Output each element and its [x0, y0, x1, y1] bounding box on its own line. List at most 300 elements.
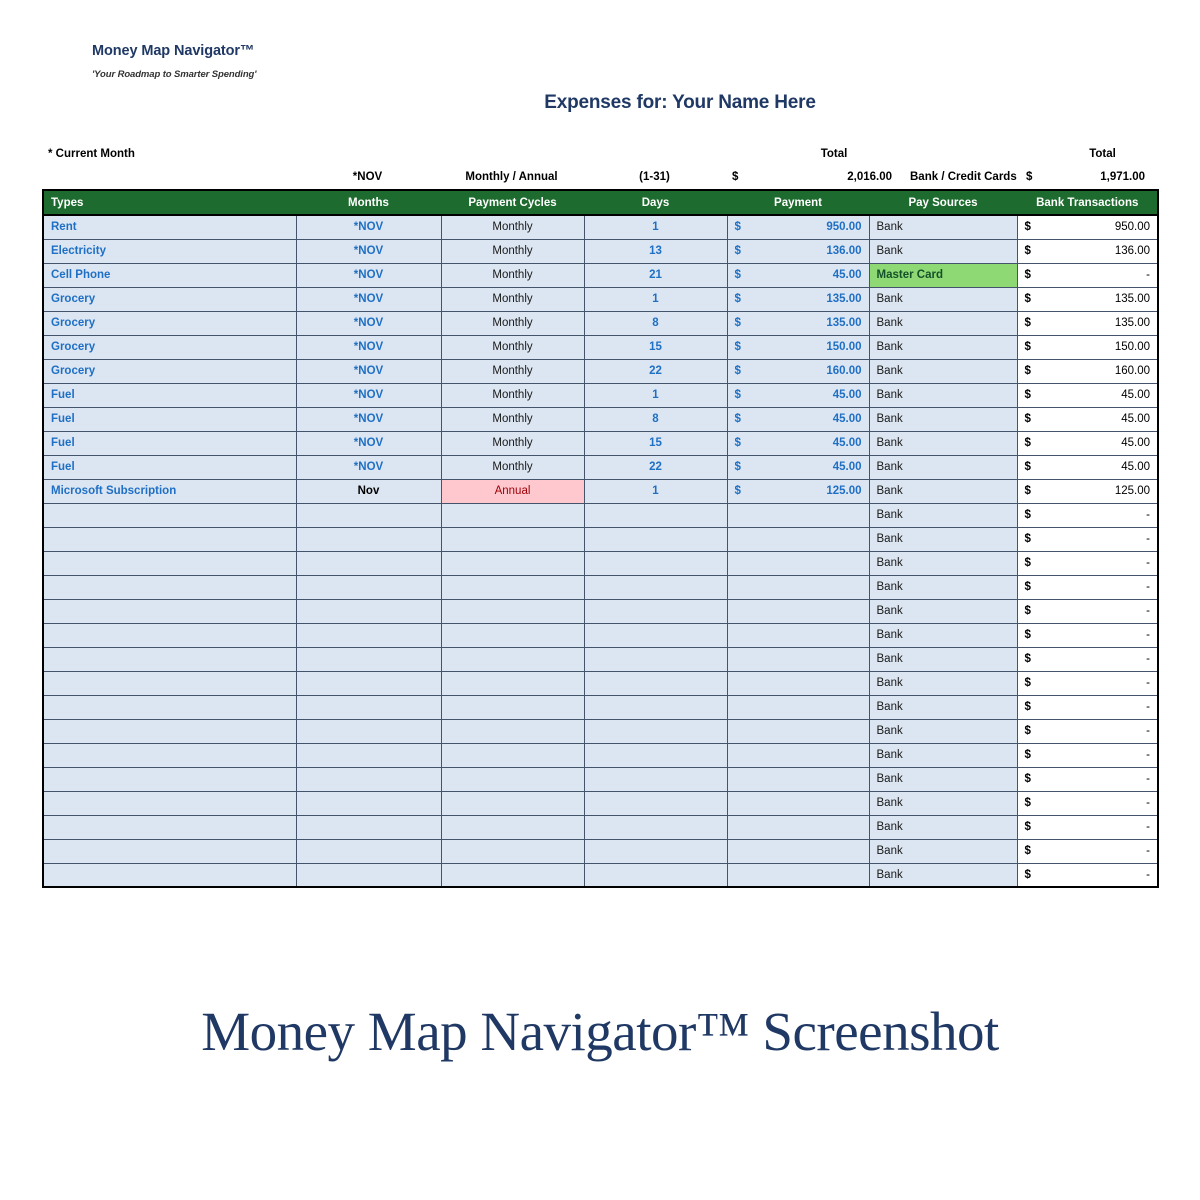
cell-type[interactable]: Cell Phone	[43, 263, 296, 287]
column-header-payment-cycles[interactable]: Payment Cycles	[441, 190, 584, 215]
cell-pay-source[interactable]: Bank	[869, 239, 1017, 263]
bank-transaction-currency-symbol: $	[1024, 269, 1031, 281]
cell-bank-transaction[interactable]	[1017, 815, 1158, 839]
cell-bank-transaction[interactable]	[1017, 383, 1158, 407]
cell-payment[interactable]	[727, 623, 869, 647]
cell-payment-cycle[interactable]	[441, 743, 584, 767]
cell-pay-source[interactable]: Bank	[869, 815, 1017, 839]
cell-bank-transaction[interactable]	[1017, 503, 1158, 527]
payment-amount: 135.00	[826, 317, 862, 329]
cell-pay-source[interactable]: Bank	[869, 455, 1017, 479]
cell-payment-cycle[interactable]: Annual	[441, 479, 584, 503]
cell-bank-transaction[interactable]	[1017, 719, 1158, 743]
spacer-cell-d	[726, 142, 764, 165]
spacer-cell-b	[440, 142, 583, 165]
cell-payment-cycle[interactable]: Monthly	[441, 383, 584, 407]
cell-payment-cycle[interactable]: Monthly	[441, 431, 584, 455]
cell-month[interactable]: *NOV	[296, 335, 441, 359]
cell-payment[interactable]	[727, 455, 869, 479]
cell-payment-cycle[interactable]	[441, 719, 584, 743]
page-title: Expenses for: Your Name Here	[544, 92, 816, 113]
table-row[interactable]	[43, 215, 1158, 239]
cell-day[interactable]	[584, 815, 727, 839]
bank-transaction-amount: -	[1146, 605, 1150, 617]
cell-bank-transaction[interactable]	[1017, 671, 1158, 695]
bank-total-label: Total	[1089, 147, 1116, 160]
cell-month[interactable]: *NOV	[296, 239, 441, 263]
payment-total-value: 2,016.00	[847, 170, 892, 183]
bank-transaction-amount: 45.00	[1121, 389, 1150, 401]
cell-payment[interactable]	[727, 839, 869, 863]
cell-pay-source[interactable]: Bank	[869, 359, 1017, 383]
cell-day[interactable]	[584, 719, 727, 743]
cell-bank-transaction[interactable]	[1017, 791, 1158, 815]
payment-total-label: Total	[820, 147, 848, 160]
bank-transaction-amount: 160.00	[1114, 365, 1150, 377]
cell-payment[interactable]	[727, 791, 869, 815]
table-row[interactable]	[43, 575, 1158, 599]
table-row[interactable]	[43, 503, 1158, 527]
payment-amount: 136.00	[826, 245, 862, 257]
cell-month[interactable]	[296, 791, 441, 815]
cell-pay-source[interactable]: Bank	[869, 527, 1017, 551]
cell-payment-cycle[interactable]	[441, 767, 584, 791]
spacer-cell-f	[1020, 142, 1048, 165]
cell-payment-cycle[interactable]	[441, 791, 584, 815]
cell-bank-transaction[interactable]	[1017, 767, 1158, 791]
cell-bank-transaction[interactable]	[1017, 647, 1158, 671]
cell-day[interactable]	[584, 743, 727, 767]
cycle-note: Monthly / Annual	[465, 170, 558, 183]
cell-type[interactable]: Electricity	[43, 239, 296, 263]
cell-day[interactable]	[584, 839, 727, 863]
bank-transaction-amount: 150.00	[1114, 341, 1150, 353]
expenses-table[interactable]	[42, 189, 1159, 888]
table-row[interactable]	[43, 695, 1158, 719]
cell-bank-transaction[interactable]	[1017, 863, 1158, 887]
bank-transaction-currency-symbol: $	[1024, 341, 1031, 353]
cell-type[interactable]	[43, 671, 296, 695]
table-row[interactable]	[43, 407, 1158, 431]
cell-payment-cycle[interactable]	[441, 647, 584, 671]
cell-bank-transaction[interactable]	[1017, 407, 1158, 431]
column-header-payment[interactable]: Payment	[727, 190, 869, 215]
cell-type[interactable]	[43, 623, 296, 647]
cell-payment[interactable]	[727, 719, 869, 743]
cell-month[interactable]: *NOV	[296, 263, 441, 287]
payment-total-currency: $	[732, 170, 739, 183]
cell-payment[interactable]	[727, 527, 869, 551]
cell-month[interactable]: *NOV	[296, 287, 441, 311]
brand-block	[92, 44, 512, 80]
cell-payment-cycle[interactable]	[441, 671, 584, 695]
cell-day[interactable]	[584, 863, 727, 887]
cell-day[interactable]: 22	[584, 455, 727, 479]
cell-bank-transaction[interactable]	[1017, 839, 1158, 863]
cell-pay-source[interactable]: Bank	[869, 335, 1017, 359]
cell-month[interactable]	[296, 503, 441, 527]
cell-payment-cycle[interactable]: Monthly	[441, 239, 584, 263]
cell-payment-cycle[interactable]: Monthly	[441, 407, 584, 431]
cell-payment[interactable]	[727, 575, 869, 599]
table-row[interactable]	[43, 671, 1158, 695]
bank-transaction-currency-symbol: $	[1024, 677, 1031, 689]
payment-currency-symbol: $	[734, 245, 741, 257]
cell-month[interactable]	[296, 623, 441, 647]
cell-bank-transaction[interactable]	[1017, 359, 1158, 383]
spacer-cell-c	[583, 142, 726, 165]
cell-payment-cycle[interactable]: Monthly	[441, 311, 584, 335]
payment-currency-symbol: $	[734, 389, 741, 401]
bank-transaction-amount: -	[1146, 797, 1150, 809]
cell-month[interactable]	[296, 839, 441, 863]
cell-pay-source[interactable]: Bank	[869, 551, 1017, 575]
column-header-types[interactable]: Types	[43, 190, 296, 215]
cell-payment-cycle[interactable]: Monthly	[441, 287, 584, 311]
cell-payment[interactable]	[727, 671, 869, 695]
cell-pay-source[interactable]: Bank	[869, 479, 1017, 503]
payment-currency-symbol: $	[734, 293, 741, 305]
cell-day[interactable]: 22	[584, 359, 727, 383]
spacer-cell-e	[904, 142, 1020, 165]
cell-type[interactable]	[43, 551, 296, 575]
cell-month[interactable]	[296, 863, 441, 887]
cell-payment[interactable]	[727, 695, 869, 719]
cell-bank-transaction[interactable]	[1017, 215, 1158, 239]
payment-amount: 45.00	[832, 413, 862, 425]
cell-month[interactable]: *NOV	[296, 359, 441, 383]
cell-day[interactable]: 1	[584, 479, 727, 503]
bank-cards-label: Bank / Credit Cards	[910, 170, 1017, 183]
cell-payment-cycle[interactable]: Monthly	[441, 455, 584, 479]
cell-payment-cycle[interactable]	[441, 503, 584, 527]
cell-payment[interactable]	[727, 815, 869, 839]
table-row[interactable]	[43, 767, 1158, 791]
cell-type[interactable]	[43, 863, 296, 887]
bank-transaction-currency-symbol: $	[1024, 485, 1031, 497]
bank-transaction-amount: -	[1146, 557, 1150, 569]
bank-transaction-currency-symbol: $	[1024, 821, 1031, 833]
table-row[interactable]	[43, 791, 1158, 815]
cell-month[interactable]: *NOV	[296, 407, 441, 431]
bank-transaction-amount: -	[1146, 773, 1150, 785]
table-row[interactable]	[43, 863, 1158, 887]
cell-payment[interactable]	[727, 647, 869, 671]
cell-type[interactable]: Fuel	[43, 431, 296, 455]
cell-month[interactable]	[296, 527, 441, 551]
cell-payment-cycle[interactable]	[441, 695, 584, 719]
cell-payment-cycle[interactable]	[441, 623, 584, 647]
cell-day[interactable]	[584, 503, 727, 527]
cell-pay-source[interactable]: Bank	[869, 767, 1017, 791]
cell-payment[interactable]	[727, 239, 869, 263]
days-note: (1-31)	[639, 170, 670, 183]
cell-month[interactable]	[296, 575, 441, 599]
payment-amount: 950.00	[826, 221, 862, 234]
cell-pay-source[interactable]: Bank	[869, 503, 1017, 527]
brand-tagline: 'Your Roadmap to Smarter Spending'	[92, 68, 257, 80]
table-row[interactable]	[43, 239, 1158, 263]
cell-type[interactable]	[43, 791, 296, 815]
cell-payment[interactable]	[727, 479, 869, 503]
cell-month[interactable]	[296, 695, 441, 719]
bank-transaction-currency-symbol: $	[1024, 773, 1031, 785]
bank-transaction-amount: -	[1146, 581, 1150, 593]
cell-month[interactable]: Nov	[296, 479, 441, 503]
table-row[interactable]	[43, 623, 1158, 647]
cell-month[interactable]	[296, 647, 441, 671]
cell-pay-source[interactable]: Bank	[869, 671, 1017, 695]
cell-payment[interactable]	[727, 599, 869, 623]
cell-bank-transaction[interactable]	[1017, 335, 1158, 359]
table-row[interactable]	[43, 287, 1158, 311]
current-month-note: * Current Month	[48, 147, 135, 160]
cell-day[interactable]	[584, 791, 727, 815]
cell-day[interactable]: 15	[584, 335, 727, 359]
cell-month[interactable]	[296, 743, 441, 767]
cell-payment-cycle[interactable]: Monthly	[441, 263, 584, 287]
cell-month[interactable]	[296, 767, 441, 791]
bank-transaction-currency-symbol: $	[1024, 701, 1031, 713]
cell-payment-cycle[interactable]	[441, 815, 584, 839]
bank-transaction-amount: 135.00	[1114, 317, 1150, 329]
table-row[interactable]	[43, 815, 1158, 839]
table-row[interactable]	[43, 311, 1158, 335]
cell-pay-source[interactable]: Bank	[869, 647, 1017, 671]
cell-month[interactable]: *NOV	[296, 431, 441, 455]
bank-transaction-amount: -	[1146, 509, 1150, 521]
cell-type[interactable]	[43, 599, 296, 623]
bank-transaction-currency-symbol: $	[1024, 653, 1031, 665]
cell-type[interactable]	[43, 743, 296, 767]
cell-day[interactable]	[584, 599, 727, 623]
cell-month[interactable]: *NOV	[296, 455, 441, 479]
cell-bank-transaction[interactable]	[1017, 239, 1158, 263]
cell-pay-source[interactable]: Bank	[869, 695, 1017, 719]
cell-month[interactable]	[296, 719, 441, 743]
table-row[interactable]	[43, 359, 1158, 383]
bank-transaction-amount: -	[1146, 533, 1150, 545]
cell-type[interactable]	[43, 575, 296, 599]
cell-type[interactable]	[43, 815, 296, 839]
cell-pay-source[interactable]: Master Card	[869, 263, 1017, 287]
cell-month[interactable]	[296, 815, 441, 839]
cell-bank-transaction[interactable]	[1017, 599, 1158, 623]
column-header-months[interactable]: Months	[296, 190, 441, 215]
bank-transaction-currency-symbol: $	[1024, 749, 1031, 761]
cell-pay-source[interactable]: Bank	[869, 719, 1017, 743]
cell-day[interactable]	[584, 551, 727, 575]
payment-amount: 45.00	[832, 461, 862, 473]
cell-payment[interactable]	[727, 383, 869, 407]
cell-payment-cycle[interactable]: Monthly	[441, 335, 584, 359]
cell-payment[interactable]	[727, 743, 869, 767]
table-row[interactable]	[43, 743, 1158, 767]
cell-day[interactable]	[584, 623, 727, 647]
cell-type[interactable]: Grocery	[43, 359, 296, 383]
cell-type[interactable]: Fuel	[43, 383, 296, 407]
cell-payment[interactable]	[727, 287, 869, 311]
payment-amount: 45.00	[832, 269, 862, 281]
cell-payment-cycle[interactable]	[441, 839, 584, 863]
cell-type[interactable]: Grocery	[43, 335, 296, 359]
table-row[interactable]	[43, 455, 1158, 479]
cell-payment-cycle[interactable]: Monthly	[441, 359, 584, 383]
cell-bank-transaction[interactable]	[1017, 743, 1158, 767]
cell-payment[interactable]	[727, 263, 869, 287]
bank-transaction-amount: 45.00	[1121, 437, 1150, 449]
table-row[interactable]	[43, 479, 1158, 503]
column-header-pay-sources[interactable]: Pay Sources	[869, 190, 1017, 215]
payment-amount: 135.00	[826, 293, 862, 305]
bank-transaction-currency-symbol: $	[1024, 437, 1031, 449]
cell-type[interactable]	[43, 839, 296, 863]
cell-payment[interactable]	[727, 767, 869, 791]
cell-day[interactable]	[584, 767, 727, 791]
payment-currency-symbol: $	[734, 317, 741, 329]
table-row[interactable]	[43, 383, 1158, 407]
cell-bank-transaction[interactable]	[1017, 695, 1158, 719]
cell-bank-transaction[interactable]	[1017, 479, 1158, 503]
cell-payment[interactable]	[727, 335, 869, 359]
bank-transaction-currency-symbol: $	[1024, 725, 1031, 737]
bank-transaction-amount: -	[1146, 269, 1150, 281]
cell-pay-source[interactable]: Bank	[869, 863, 1017, 887]
cell-day[interactable]: 1	[584, 287, 727, 311]
cell-type[interactable]	[43, 647, 296, 671]
cell-pay-source[interactable]: Bank	[869, 383, 1017, 407]
bank-transaction-currency-symbol: $	[1024, 317, 1031, 329]
cell-bank-transaction[interactable]	[1017, 287, 1158, 311]
cell-payment[interactable]	[727, 311, 869, 335]
cell-payment[interactable]	[727, 863, 869, 887]
cell-month[interactable]	[296, 551, 441, 575]
table-row[interactable]	[43, 719, 1158, 743]
preheader-row-2	[42, 165, 1157, 188]
cell-type[interactable]	[43, 503, 296, 527]
column-header-days[interactable]: Days	[584, 190, 727, 215]
cell-type[interactable]: Fuel	[43, 455, 296, 479]
cell-pay-source[interactable]: Bank	[869, 311, 1017, 335]
cell-pay-source[interactable]: Bank	[869, 287, 1017, 311]
cell-month[interactable]: *NOV	[296, 311, 441, 335]
cell-bank-transaction[interactable]	[1017, 263, 1158, 287]
table-row[interactable]	[43, 599, 1158, 623]
cell-bank-transaction[interactable]	[1017, 575, 1158, 599]
cell-pay-source[interactable]: Bank	[869, 431, 1017, 455]
cell-month[interactable]: *NOV	[296, 383, 441, 407]
cell-type[interactable]: Fuel	[43, 407, 296, 431]
cell-payment[interactable]	[727, 431, 869, 455]
cell-day[interactable]	[584, 671, 727, 695]
current-month-value: *NOV	[352, 170, 383, 183]
cell-day[interactable]: 13	[584, 239, 727, 263]
cell-day[interactable]	[584, 575, 727, 599]
cell-type[interactable]	[43, 767, 296, 791]
cell-pay-source[interactable]: Bank	[869, 407, 1017, 431]
cell-bank-transaction[interactable]	[1017, 455, 1158, 479]
cell-payment[interactable]	[727, 359, 869, 383]
payment-currency-symbol: $	[734, 437, 741, 449]
cell-type[interactable]: Rent	[43, 215, 296, 239]
cell-payment[interactable]	[727, 503, 869, 527]
cell-payment-cycle[interactable]	[441, 863, 584, 887]
cell-payment[interactable]	[727, 215, 869, 239]
payment-currency-symbol: $	[734, 221, 741, 234]
cell-bank-transaction[interactable]	[1017, 527, 1158, 551]
cell-type[interactable]: Grocery	[43, 287, 296, 311]
cell-day[interactable]: 8	[584, 311, 727, 335]
expenses-table-body	[43, 215, 1158, 887]
bank-transaction-currency-symbol: $	[1024, 413, 1031, 425]
table-row[interactable]	[43, 527, 1158, 551]
cell-day[interactable]: 1	[584, 215, 727, 239]
cell-day[interactable]	[584, 527, 727, 551]
table-row[interactable]	[43, 839, 1158, 863]
cell-payment-cycle[interactable]: Monthly	[441, 215, 584, 239]
cell-pay-source[interactable]: Bank	[869, 791, 1017, 815]
bank-transaction-amount: -	[1146, 845, 1150, 857]
cell-payment-cycle[interactable]	[441, 551, 584, 575]
payment-amount: 150.00	[826, 341, 862, 353]
cell-payment[interactable]	[727, 407, 869, 431]
cell-pay-source[interactable]: Bank	[869, 839, 1017, 863]
cell-payment-cycle[interactable]	[441, 599, 584, 623]
cell-pay-source[interactable]: Bank	[869, 575, 1017, 599]
spacer-cell-a	[295, 142, 440, 165]
cell-month[interactable]	[296, 599, 441, 623]
table-row[interactable]	[43, 647, 1158, 671]
cell-day[interactable]	[584, 695, 727, 719]
brand-name: Money Map Navigator™	[92, 43, 255, 59]
spacer-cell-g	[42, 165, 295, 188]
cell-pay-source[interactable]: Bank	[869, 743, 1017, 767]
cell-payment-cycle[interactable]	[441, 575, 584, 599]
table-row[interactable]	[43, 551, 1158, 575]
bank-transaction-amount: -	[1146, 629, 1150, 641]
table-row[interactable]	[43, 263, 1158, 287]
cell-pay-source[interactable]: Bank	[869, 215, 1017, 239]
bank-transaction-amount: 45.00	[1121, 461, 1150, 473]
cell-type[interactable]	[43, 527, 296, 551]
cell-pay-source[interactable]: Bank	[869, 623, 1017, 647]
cell-month[interactable]	[296, 671, 441, 695]
bank-transaction-amount: -	[1146, 677, 1150, 689]
cell-payment[interactable]	[727, 551, 869, 575]
cell-day[interactable]: 21	[584, 263, 727, 287]
table-row[interactable]	[43, 335, 1158, 359]
cell-month[interactable]: *NOV	[296, 215, 441, 239]
bank-transaction-amount: 950.00	[1114, 221, 1150, 234]
cell-type[interactable]: Grocery	[43, 311, 296, 335]
cell-day[interactable]: 15	[584, 431, 727, 455]
cell-day[interactable]: 1	[584, 383, 727, 407]
cell-bank-transaction[interactable]	[1017, 623, 1158, 647]
cell-day[interactable]	[584, 647, 727, 671]
cell-type[interactable]	[43, 695, 296, 719]
table-row[interactable]	[43, 431, 1158, 455]
cell-day[interactable]: 8	[584, 407, 727, 431]
cell-type[interactable]: Microsoft Subscription	[43, 479, 296, 503]
column-header-bank-transactions[interactable]: Bank Transactions	[1017, 190, 1158, 215]
cell-payment-cycle[interactable]	[441, 527, 584, 551]
cell-bank-transaction[interactable]	[1017, 311, 1158, 335]
cell-bank-transaction[interactable]	[1017, 551, 1158, 575]
bank-transaction-amount: 136.00	[1114, 245, 1150, 257]
cell-type[interactable]	[43, 719, 296, 743]
cell-bank-transaction[interactable]	[1017, 431, 1158, 455]
cell-pay-source[interactable]: Bank	[869, 599, 1017, 623]
